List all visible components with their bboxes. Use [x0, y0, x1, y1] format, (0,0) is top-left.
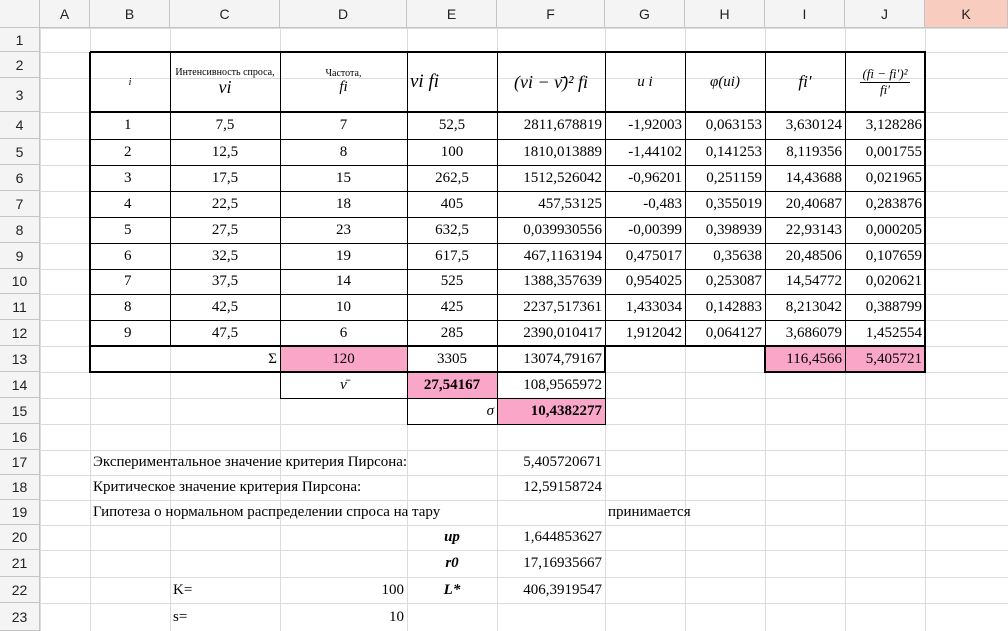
- table-border: [280, 52, 281, 347]
- row-header-18[interactable]: 18: [0, 475, 40, 500]
- label-K[interactable]: K=: [173, 581, 193, 598]
- table-border: [89, 346, 91, 373]
- table-border: [765, 52, 766, 347]
- table-border: [497, 52, 498, 347]
- column-header-H[interactable]: H: [685, 0, 765, 28]
- table-border: [90, 51, 926, 53]
- header-dev-sq[interactable]: [497, 52, 605, 112]
- column-header-B[interactable]: B: [90, 0, 170, 28]
- row-header-7[interactable]: 7: [0, 191, 40, 217]
- header-chi-numerator: (fi − fi′)²: [862, 66, 908, 82]
- label-up[interactable]: up: [444, 529, 460, 545]
- cell-mean-symbol[interactable]: ν̄: [340, 376, 347, 393]
- cell-intensity[interactable]: 42,5: [211, 298, 239, 315]
- row-header-1[interactable]: 1: [0, 28, 40, 52]
- cell-frequency[interactable]: 18: [336, 195, 351, 212]
- table-border: [90, 217, 926, 218]
- cell-nu-f[interactable]: 100: [440, 143, 464, 160]
- cell-nu-f[interactable]: 525: [440, 273, 464, 289]
- cell-frequency[interactable]: 7: [339, 117, 348, 133]
- cell-intensity[interactable]: 17,5: [211, 169, 239, 186]
- cell-frequency[interactable]: 8: [339, 143, 348, 160]
- table-border: [605, 52, 606, 347]
- cell-chi[interactable]: 0,001755: [865, 143, 922, 160]
- cell-nu-f[interactable]: 52,5: [438, 117, 466, 133]
- cell-freq-sum[interactable]: 120: [280, 346, 407, 372]
- header-chi-denominator: fi′: [879, 81, 891, 97]
- table-border: [605, 398, 606, 425]
- cell-f-theor[interactable]: 20,48506: [785, 247, 842, 264]
- cell-f-theor[interactable]: 8,119356: [786, 143, 842, 160]
- cell-intensity[interactable]: 47,5: [211, 324, 239, 341]
- cell-mean-value[interactable]: 27,54167: [407, 372, 497, 398]
- cell-frequency[interactable]: 6: [339, 324, 348, 341]
- header-f-theor[interactable]: [765, 52, 845, 112]
- cell-u[interactable]: 1,433034: [625, 298, 682, 315]
- cell-chi-sum[interactable]: 5,405721: [845, 346, 925, 372]
- cell-sigma-sum-symbol[interactable]: Σ: [268, 350, 277, 367]
- cell-u[interactable]: -0,483: [643, 195, 682, 212]
- row-header-4[interactable]: 4: [0, 112, 40, 139]
- row-header-14[interactable]: 14: [0, 372, 40, 398]
- cell-i[interactable]: 9: [124, 324, 132, 341]
- cell-intensity[interactable]: 37,5: [211, 273, 239, 289]
- header-i[interactable]: i: [128, 76, 132, 88]
- row-header-12[interactable]: 12: [0, 320, 40, 346]
- cell-dev-sq[interactable]: 1388,357639: [523, 273, 602, 289]
- value-s[interactable]: 10: [389, 608, 404, 625]
- header-freq-symbol: fi: [339, 79, 348, 96]
- label-s[interactable]: s=: [173, 608, 188, 625]
- cell-frequency[interactable]: 15: [336, 169, 351, 186]
- header-dev-sq-text: (νi − ν̄)² fi: [513, 71, 588, 92]
- value-r0[interactable]: 17,16935667: [523, 555, 602, 571]
- table-border: [845, 346, 846, 373]
- table-border: [280, 372, 281, 399]
- cell-i[interactable]: 7: [124, 273, 132, 289]
- cell-nu-f[interactable]: 405: [440, 195, 464, 212]
- column-header-E[interactable]: E: [407, 0, 497, 28]
- label-hypothesis[interactable]: Гипотеза о нормальном распределении спроса на тару: [93, 504, 441, 520]
- label-pearson-crit[interactable]: Критическое значение критерия Пирсона:: [93, 479, 362, 495]
- table-border: [90, 111, 926, 113]
- cell-phi[interactable]: 0,142883: [705, 298, 762, 315]
- cell-nu-f[interactable]: 285: [440, 324, 464, 341]
- table-border: [90, 243, 926, 244]
- row-header-19[interactable]: 19: [0, 500, 40, 525]
- table-border: [90, 165, 926, 166]
- column-header-C[interactable]: C: [170, 0, 280, 28]
- cell-chi[interactable]: 1,452554: [865, 324, 922, 341]
- cell-dev-sq[interactable]: 0,039930556: [523, 221, 602, 238]
- column-header-A[interactable]: A: [40, 0, 90, 28]
- cell-frequency[interactable]: 23: [336, 221, 351, 238]
- row-header-22[interactable]: 22: [0, 577, 40, 603]
- column-header-F[interactable]: F: [497, 0, 605, 28]
- cell-i[interactable]: 4: [124, 195, 132, 212]
- cell-i[interactable]: 6: [124, 247, 132, 264]
- cell-chi[interactable]: 0,388799: [865, 298, 922, 315]
- cell-nu-f[interactable]: 262,5: [435, 169, 469, 186]
- cell-u[interactable]: -1,44102: [628, 143, 682, 160]
- label-r0[interactable]: r0: [445, 555, 459, 571]
- table-border: [407, 346, 408, 373]
- table-border: [90, 371, 606, 373]
- cell-u[interactable]: -0,96201: [628, 169, 682, 186]
- cell-u[interactable]: 1,912042: [625, 324, 682, 341]
- row-header-15[interactable]: 15: [0, 398, 40, 424]
- cell-f-theor[interactable]: 14,54772: [785, 273, 842, 289]
- column-header-J[interactable]: J: [845, 0, 925, 28]
- cell-chi[interactable]: 3,128286: [865, 117, 922, 133]
- cell-i[interactable]: 1: [124, 117, 132, 133]
- header-intensity-symbol: νi: [218, 76, 232, 97]
- table-border: [407, 52, 408, 347]
- cell-i[interactable]: 2: [124, 143, 132, 160]
- value-hypothesis[interactable]: принимается: [608, 504, 691, 520]
- table-border: [280, 398, 606, 399]
- row-header-11[interactable]: 11: [0, 294, 40, 320]
- table-border: [685, 52, 686, 347]
- cell-frequency[interactable]: 14: [336, 273, 351, 289]
- cell-intensity[interactable]: 27,5: [211, 221, 239, 238]
- header-intensity-label: Интенсивность спроса,: [175, 66, 275, 78]
- cell-sigma-value[interactable]: 10,4382277: [497, 398, 605, 424]
- cell-dev-sum[interactable]: 13074,79167: [523, 350, 602, 367]
- cell-f-theor[interactable]: 8,213042: [785, 298, 842, 315]
- cell-nu-f[interactable]: 632,5: [435, 221, 469, 238]
- header-intensity[interactable]: [170, 52, 280, 112]
- cell-chi[interactable]: 0,283876: [865, 195, 922, 212]
- cell-intensity[interactable]: 7,5: [215, 117, 235, 133]
- cell-sigma-symbol[interactable]: σ: [486, 402, 494, 419]
- table-border: [497, 346, 498, 373]
- table-border: [497, 398, 498, 425]
- value-L[interactable]: 406,3919547: [523, 581, 602, 598]
- table-border: [764, 346, 766, 373]
- row-header-5[interactable]: 5: [0, 139, 40, 165]
- table-border: [845, 52, 846, 347]
- cell-frequency[interactable]: 19: [336, 247, 351, 264]
- row-header-9[interactable]: 9: [0, 243, 40, 269]
- table-border: [280, 346, 281, 373]
- value-K[interactable]: 100: [381, 581, 404, 598]
- table-border: [924, 346, 926, 373]
- row-header-6[interactable]: 6: [0, 165, 40, 191]
- header-u[interactable]: u i: [637, 73, 653, 90]
- column-header-D[interactable]: D: [280, 0, 407, 28]
- header-frequency[interactable]: [280, 52, 407, 112]
- cell-chi[interactable]: 0,021965: [865, 169, 922, 186]
- cell-chi[interactable]: 0,020621: [865, 273, 922, 289]
- cell-phi[interactable]: 0,064127: [705, 324, 762, 341]
- cell-dev-sq[interactable]: 2390,010417: [523, 324, 602, 341]
- row-header-17[interactable]: 17: [0, 450, 40, 475]
- column-header-I[interactable]: I: [765, 0, 845, 28]
- column-header-G[interactable]: G: [605, 0, 685, 28]
- cell-f-theor-sum[interactable]: 116,4566: [765, 346, 845, 372]
- header-freq-label: Частота,: [325, 68, 362, 80]
- value-pearson-crit[interactable]: 12,59158724: [523, 479, 602, 495]
- cell-variance[interactable]: 108,9565972: [523, 376, 602, 393]
- cell-frequency[interactable]: 10: [336, 298, 351, 315]
- label-L[interactable]: L*: [443, 581, 461, 598]
- cell-nu-f-sum[interactable]: 3305: [437, 350, 467, 367]
- header-phi[interactable]: φ(ui): [710, 73, 740, 90]
- table-border: [924, 52, 926, 347]
- row-header-13[interactable]: 13: [0, 346, 40, 372]
- value-up[interactable]: 1,644853627: [523, 529, 602, 545]
- header-nu-f[interactable]: [407, 52, 497, 112]
- row-header-21[interactable]: 21: [0, 550, 40, 577]
- cell-dev-sq[interactable]: 467,1163194: [523, 247, 602, 264]
- cell-phi[interactable]: 0,398939: [705, 221, 762, 238]
- row-header-20[interactable]: 20: [0, 525, 40, 550]
- header-f-theor-text: fi′: [798, 72, 812, 91]
- cell-nu-f[interactable]: 425: [440, 298, 464, 315]
- cell-dev-sq[interactable]: 457,53125: [538, 195, 602, 212]
- cell-u[interactable]: 0,954025: [625, 273, 682, 289]
- cell-f-theor[interactable]: 3,630124: [785, 117, 842, 133]
- cell-dev-sq[interactable]: 1512,526042: [523, 169, 602, 186]
- label-pearson-exp[interactable]: Экспериментальное значение критерия Пирсона:: [93, 454, 408, 470]
- cell-nu-f[interactable]: 617,5: [435, 247, 469, 264]
- cell-dev-sq[interactable]: 1810,013889: [523, 143, 602, 160]
- cell-i[interactable]: 3: [124, 169, 132, 186]
- select-all-corner[interactable]: [0, 0, 40, 28]
- table-border: [90, 345, 926, 347]
- table-border: [90, 320, 926, 321]
- cell-phi[interactable]: 0,355019: [705, 195, 762, 212]
- cell-phi[interactable]: 0,35638: [713, 247, 762, 264]
- column-header-K[interactable]: K: [925, 0, 1008, 28]
- table-border: [407, 372, 408, 399]
- cell-u[interactable]: 0,475017: [625, 247, 682, 264]
- table-border: [90, 191, 926, 192]
- table-border: [497, 372, 498, 399]
- row-header-23[interactable]: 23: [0, 603, 40, 631]
- cell-i[interactable]: 8: [124, 298, 132, 315]
- row-header-16[interactable]: 16: [0, 424, 40, 450]
- cell-f-theor[interactable]: 3,686079: [785, 324, 842, 341]
- cell-dev-sq[interactable]: 2811,678819: [523, 117, 602, 133]
- table-border: [605, 372, 606, 399]
- row-header-2[interactable]: 2: [0, 52, 40, 78]
- table-border: [90, 294, 926, 295]
- cell-i[interactable]: 5: [124, 221, 132, 238]
- value-pearson-exp[interactable]: 5,405720671: [523, 454, 602, 470]
- header-chi[interactable]: [845, 52, 925, 112]
- row-header-10[interactable]: 10: [0, 269, 40, 294]
- table-border: [90, 139, 926, 140]
- table-border: [407, 398, 408, 425]
- cell-f-theor[interactable]: 14,43688: [785, 169, 842, 186]
- cell-phi[interactable]: 0,063153: [705, 117, 762, 133]
- cell-phi[interactable]: 0,141253: [705, 143, 762, 160]
- cell-chi[interactable]: 0,000205: [865, 221, 922, 238]
- header-nu-f-text: νi fi: [410, 71, 440, 92]
- cell-f-theor[interactable]: 20,40687: [785, 195, 842, 212]
- cell-intensity[interactable]: 12,5: [211, 143, 239, 160]
- cell-intensity[interactable]: 22,5: [211, 195, 239, 212]
- table-border: [89, 52, 91, 347]
- cell-intensity[interactable]: 32,5: [211, 247, 239, 264]
- table-border: [170, 52, 171, 347]
- cell-dev-sq[interactable]: 2237,517361: [523, 298, 602, 315]
- cell-f-theor[interactable]: 22,93143: [785, 221, 842, 238]
- cell-chi[interactable]: 0,107659: [865, 247, 922, 264]
- cell-u[interactable]: -0,00399: [628, 221, 682, 238]
- table-border: [90, 269, 926, 270]
- cell-u[interactable]: -1,92003: [628, 117, 682, 133]
- table-border: [604, 346, 606, 373]
- cell-phi[interactable]: 0,251159: [706, 169, 762, 186]
- row-header-8[interactable]: 8: [0, 217, 40, 243]
- table-border: [407, 424, 606, 425]
- cell-phi[interactable]: 0,253087: [705, 273, 762, 289]
- row-header-3[interactable]: 3: [0, 78, 40, 112]
